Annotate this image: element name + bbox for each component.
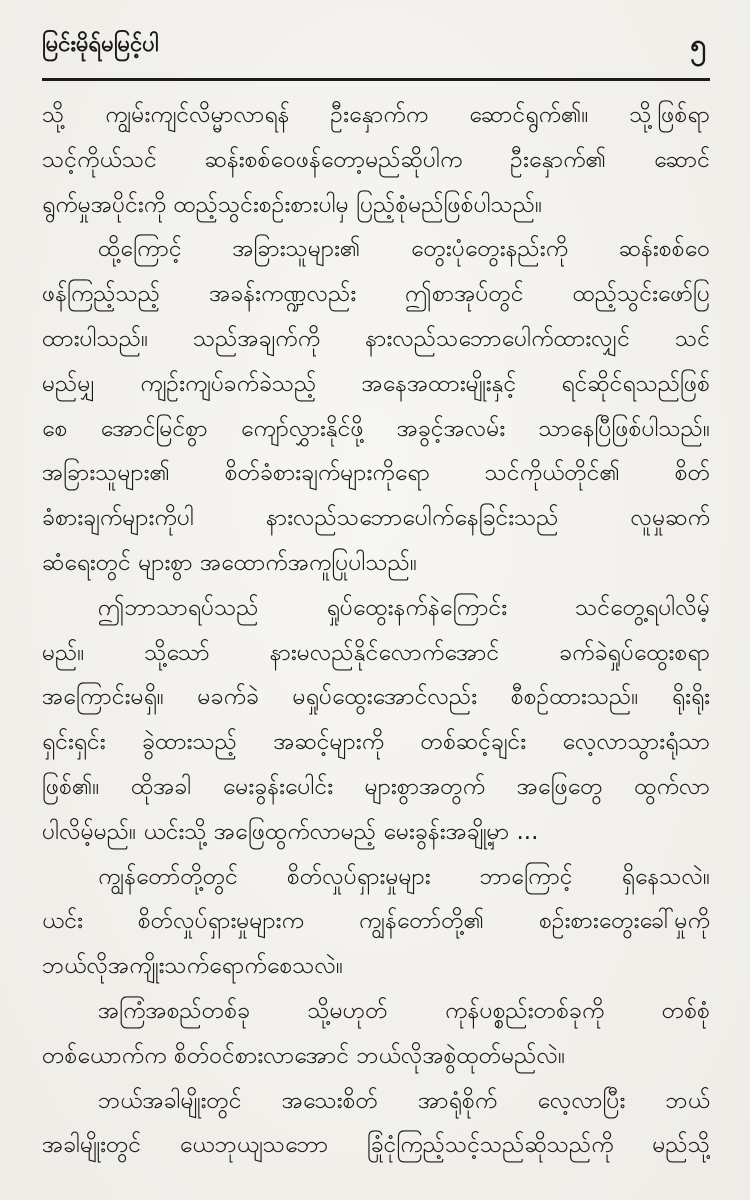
page-number: ၅: [690, 28, 706, 61]
body-text: [42, 93, 710, 1168]
text-line: အကြောင်းမရှိ။ မခက်ခဲ မရှုပ်ထွေးအောင်လည်း စီစဉ်ထားသည်။ ရိုးရိုး: [42, 684, 710, 711]
text-line: စေ အောင်မြင်စွာ ကျော်လွှားနိုင်ဖို့ အခွင့်အလမ်း သာနေပြီဖြစ်ပါသည်။: [42, 415, 710, 442]
text-line: ရွက်မှုအပိုင်းကို ထည့်သွင်းစဉ်းစားပါမှ ပြည့်စုံမည်ဖြစ်ပါသည်။: [42, 191, 543, 218]
text-line: သင့်ကိုယ်သင် ဆန်းစစ်ဝေဖန်တော့မည်ဆိုပါက ဦးနှောက်၏ ဆောင်: [42, 146, 710, 173]
text-line: အခါမျိုးတွင် ယေဘုယျသဘော ခြုံငုံကြည့်သင့်သည်ဆိုသည်ကို မည်သို့: [42, 1132, 710, 1159]
text-line: ဘယ်အခါမျိုးတွင် အသေးစိတ် အာရုံစိုက် လေ့လာပြီး ဘယ်: [98, 1087, 710, 1114]
text-line: ဖန်ကြည့်သည့် အခန်းကဏ္ဍလည်း ဤစာအုပ်တွင် ထည့်သွင်းဖော်ပြ: [42, 281, 710, 308]
text-line: ရှင်းရှင်း ခွဲထားသည့် အဆင့်များကို တစ်ဆင့်ချင်း လေ့လာသွားရုံသာ: [42, 729, 710, 756]
text-line: ဆံရေးတွင် များစွာ အထောက်အကူပြုပါသည်။: [42, 549, 417, 576]
page-header: [42, 22, 710, 81]
text-line: ဘယ်လိုအကျိုးသက်ရောက်စေသလဲ။: [42, 953, 344, 980]
text-line: မည်မျှ ကျဉ်းကျပ်ခက်ခဲသည့် အနေအထားမျိုးနှင့် ရင်ဆိုင်ရသည်ဖြစ်: [42, 370, 710, 397]
text-line: ဤဘာသာရပ်သည် ရှုပ်ထွေးနက်နဲကြောင်း သင်တွေ့ရပါလိမ့်: [98, 594, 710, 621]
text-line: သို့ ကျွမ်းကျင်လိမ္မာလာရန် ဦးနှောက်က ဆောင်ရွက်၏။ သို့ဖြစ်ရာ: [42, 102, 710, 128]
text-line: တစ်ယောက်က စိတ်ဝင်စားလာအောင် ဘယ်လိုအစွဲထုတ်မည်လဲ။: [42, 1042, 566, 1069]
text-line: ပါလိမ့်မည်။ ယင်းသို့ အဖြေထွက်လာမည့် မေးခွန်းအချို့မှာ ...: [42, 818, 539, 845]
running-title: မြင်းမိုရ်မမြင့်ပါ: [42, 32, 159, 57]
text-line: ကျွန်တော်တို့တွင် စိတ်လှုပ်ရှားမှုများ ဘာကြောင့် ရှိနေသလဲ။: [98, 863, 710, 890]
text-line: ယင်း စိတ်လှုပ်ရှားမှုများက ကျွန်တော်တို့၏ စဉ်းစားတွေးခေါ်မှုကို: [42, 908, 710, 935]
text-line: မည်။ သို့သော် နားမလည်နိုင်လောက်အောင် ခက်ခဲရှုပ်ထွေးစရာ: [42, 639, 710, 666]
text-line: အကြံအစည်တစ်ခု သို့မဟုတ် ကုန်ပစ္စည်းတစ်ခုကို တစ်စုံ: [98, 997, 710, 1024]
text-line: ဖြစ်၏။ ထိုအခါ မေးခွန်းပေါင်း များစွာအတွက် အဖြေတွေ ထွက်လာ: [42, 773, 710, 800]
text-line: ထားပါသည်။ သည်အချက်ကို နားလည်သဘောပေါက်ထားလျှင် သင်: [42, 325, 710, 352]
text-line: အခြားသူများ၏ စိတ်ခံစားချက်များကိုရော သင်ကိုယ်တိုင်၏ စိတ်: [42, 460, 710, 487]
text-line: ထို့ကြောင့် အခြားသူများ၏ တွေးပုံတွေးနည်းကို ဆန်းစစ်ဝေ: [98, 236, 710, 263]
text-line: ခံစားချက်များကိုပါ နားလည်သဘောပေါက်နေခြင်းသည် လူမှုဆက်: [42, 505, 710, 532]
